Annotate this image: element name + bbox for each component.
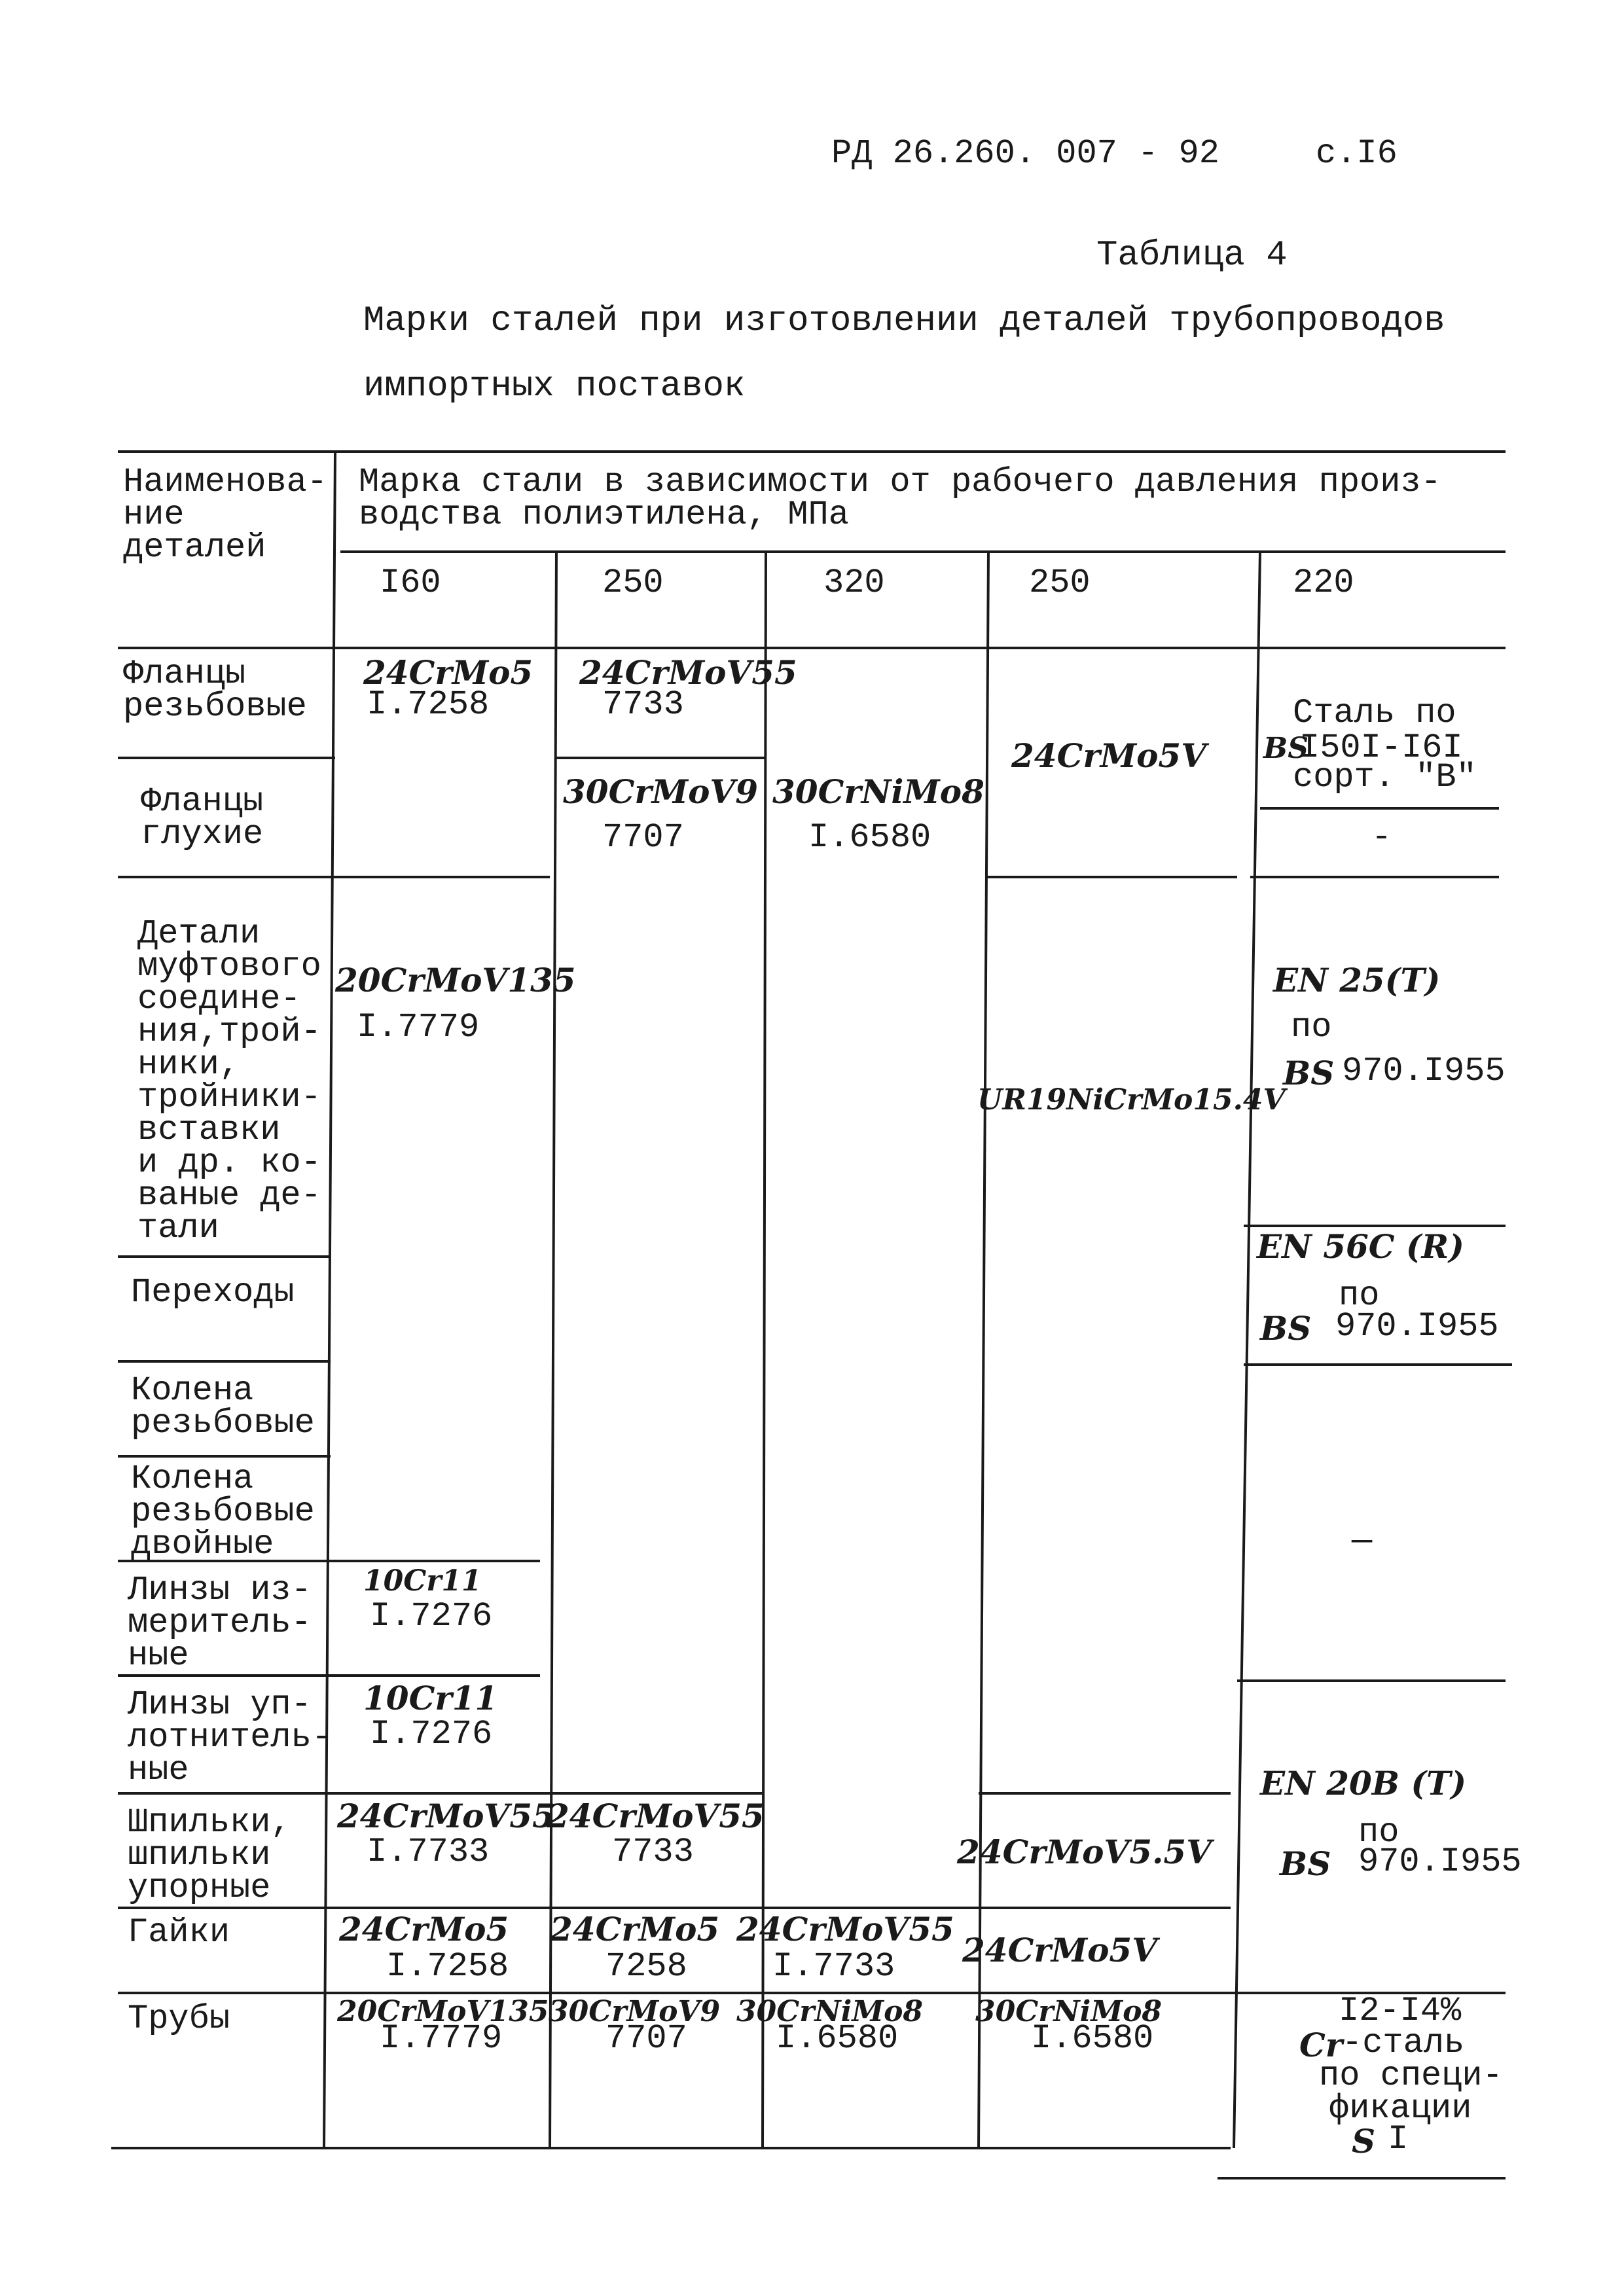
c1-flanges-grade: 24CrMo5 [363,653,533,692]
c1-pipes-grade: 20CrMoV135 [337,1995,549,2028]
c5-flanges-std-prefix: BS [1263,732,1308,765]
c1-coupling-number: I.7779 [357,1008,480,1047]
c1-studs-number: I.7733 [367,1833,490,1871]
row-label-flanges-blind: Фланцы глухие [141,782,264,853]
c2-blind-number: 7707 [602,818,684,857]
pressure-col-1: I60 [380,564,441,602]
c5-studs-std: 970.I955 [1358,1842,1522,1881]
c5-pipes-spec-prefix: S [1352,2122,1376,2161]
c5-pipes-text-3: по специ- [1319,2056,1503,2095]
row-label-elbows-threaded: Колена резьбовые [131,1371,315,1443]
c5-flanges-std: I50I-I6I [1299,728,1463,767]
c5-studs-po: по [1358,1813,1399,1852]
c4-nuts-grade: 24CrMo5V [962,1931,1157,1969]
c5-reducers-std: 970.I955 [1335,1307,1499,1346]
c3-pipes-grade: 30CrNiMo8 [736,1995,924,2028]
pressure-col-5: 220 [1293,564,1354,602]
pressure-col-3: 320 [823,564,885,602]
c2-studs-grade: 24CrMoV55 [547,1797,765,1835]
c4-pipes-grade: 30CrNiMo8 [975,1995,1163,2028]
c5-pipes-spec: I [1388,2120,1409,2159]
page-number: с.I6 [1316,134,1398,173]
c3-flanges-number: I.6580 [808,818,931,857]
row-label-reducers: Переходы [131,1273,295,1312]
c1-lens-meas-grade: 10Cr11 [363,1564,482,1598]
c5-reducers-grade: EN 56C (R) [1257,1227,1464,1266]
first-column-header: Наименова- ние деталей [123,463,328,567]
c2-threaded-number: 7733 [602,685,684,724]
c5-elbows-dash: — [1352,1522,1373,1560]
c3-pipes-number: I.6580 [776,2019,899,2058]
c2-blind-grade: 30CrMoV9 [563,772,758,811]
c5-reducers-std-prefix: BS [1260,1309,1312,1348]
c1-pipes-number: I.7779 [380,2019,503,2058]
c2-threaded-grade: 24CrMoV55 [579,653,797,692]
group-header: Марка стали в зависимости от рабочего давления произ- водства полиэтилена, МПа [359,463,1441,534]
c2-nuts-grade: 24CrMo5 [550,1910,720,1948]
row-label-pipes: Трубы [128,2000,230,2038]
document-code: РД 26.260. 007 - 92 [831,134,1219,173]
col1-divider [324,452,335,2148]
c1-lens-meas-number: I.7276 [370,1597,493,1636]
c3-nuts-number: I.7733 [772,1947,895,1986]
c1-coupling-grade: 20CrMoV135 [335,961,576,999]
c2-pipes-number: 7707 [605,2019,687,2058]
row-label-nuts: Гайки [128,1913,230,1952]
row-label-elbows-double: Колена резьбовые двойные [131,1460,315,1564]
c5-studs-std-prefix: BS [1280,1844,1331,1883]
c3-nuts-grade: 24CrMoV55 [736,1910,954,1948]
pressure-col-2: 250 [602,564,664,602]
c1-lens-seal-number: I.7276 [370,1715,493,1753]
c2-pipes-grade: 30CrMoV9 [549,1995,721,2028]
c4-pipes-number: I.6580 [1031,2019,1154,2058]
c5-coupling-std: 970.I955 [1342,1052,1506,1090]
table-title-line1: Марки сталей при изготовлении деталей трубопроводов [363,301,1445,341]
c5-pipes-text-1: I2-I4% [1339,1992,1462,2030]
row-label-coupling-parts: Детали муфтового соедине- ния,трой- ники, тройники- вставки и др. ко- ваные де- тали [137,914,321,1247]
row-label-lens-measuring: Линзы из- меритель- ные [128,1571,312,1675]
table-title-line2: импортных поставок [363,367,746,406]
c5-flanges-sort: сорт. "B" [1293,758,1477,797]
c5-pipes-text-4: фикации [1329,2089,1472,2128]
c1-studs-grade: 24CrMoV55 [337,1797,555,1835]
c1-flanges-number: I.7258 [367,685,490,724]
c1-nuts-grade: 24CrMo5 [339,1910,509,1948]
c4-studs-grade: 24CrMoV5.5V [957,1833,1212,1871]
col5-divider [1234,552,1260,2148]
c4-coupling-grade: UR19NiCrMo15.4V [977,1083,1286,1117]
c2-studs-number: 7733 [612,1833,694,1871]
c5-pipes-cr-prefix: Cr [1299,2026,1343,2064]
c5-pipes-text-2: -сталь [1342,2024,1465,2062]
table-number: Таблица 4 [1096,236,1288,276]
row-label-lens-sealing: Линзы уп- лотнитель- ные [128,1685,333,1789]
c2-nuts-number: 7258 [605,1947,687,1986]
c5-coupling-std-prefix: BS [1283,1054,1335,1092]
c5-coupling-grade: EN 25(T) [1273,961,1441,999]
c5-studs-grade: EN 20B (T) [1260,1764,1466,1803]
c5-reducers-po: по [1339,1276,1380,1315]
c4-flanges-grade: 24CrMo5V [1011,736,1206,775]
c1-lens-seal-grade: 10Cr11 [363,1679,498,1717]
c1-nuts-number: I.7258 [386,1947,509,1986]
row-label-flanges-threaded: Фланцы резьбовые [123,655,307,726]
c5-blind-dash: - [1371,818,1392,857]
c5-coupling-po: по [1291,1008,1332,1047]
pressure-col-4: 250 [1029,564,1091,602]
c3-flanges-grade: 30CrNiMo8 [772,772,984,811]
row-label-studs: Шпильки, шпильки упорные [128,1803,291,1907]
c5-flanges-text: Сталь по [1293,694,1456,732]
